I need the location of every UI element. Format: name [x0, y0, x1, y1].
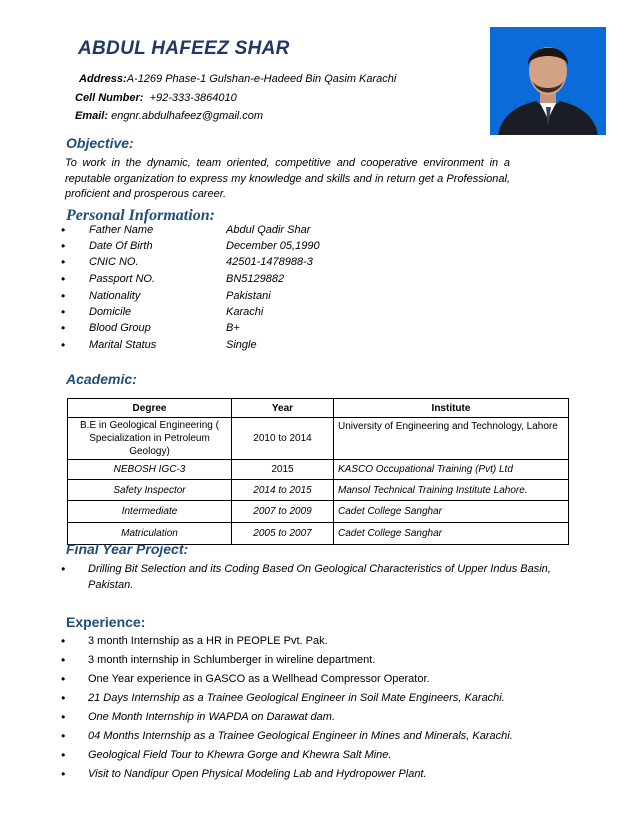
profile-photo-image [490, 27, 606, 135]
column-header-institute: Institute [334, 399, 569, 418]
institute-cell: Mansol Technical Training Institute Lahore. [334, 480, 569, 501]
experience-item: • 3 month internship in Schlumberger in wireline department. [61, 653, 571, 668]
personal-label: Passport NO. [89, 273, 156, 285]
personal-label: Marital Status [89, 339, 157, 351]
experience-heading: Experience: [66, 614, 146, 630]
table-header-row [68, 399, 569, 418]
objective-text: To work in the dynamic, team oriented, competitive and cooperative environment in a reputable organization to express my knowledge and skills and in return get a Professional, proficient and prosperous career. [65, 157, 510, 200]
column-header-degree: Degree [68, 399, 232, 418]
table-row [68, 460, 569, 480]
year-cell: 2007 to 2009 [232, 501, 334, 523]
degree-cell: B.E in Geological Engineering ( Specialization in Petroleum Geology) [68, 418, 232, 460]
personal-value: Karachi [226, 306, 264, 318]
personal-label: Blood Group [89, 322, 151, 334]
personal-label: Date Of Birth [89, 240, 153, 252]
personal-value: Pakistani [226, 290, 271, 302]
experience-list [61, 634, 571, 782]
institute-cell: KASCO Occupational Training (Pvt) Ltd [334, 460, 569, 480]
degree-cell: Safety Inspector [68, 480, 232, 501]
objective-heading: Objective: [66, 135, 134, 151]
institute-cell: Cadet College Sanghar [334, 523, 569, 545]
table-row [68, 501, 569, 523]
experience-item: • 21 Days Internship as a Trainee Geological Engineer in Soil Mate Engineers, Karachi. [61, 691, 571, 706]
personal-label: Domicile [89, 306, 132, 318]
degree-cell: Matriculation [68, 523, 232, 545]
experience-item: • One Year experience in GASCO as a Wellhead Compressor Operator. [61, 672, 571, 687]
cell-value: +92-333-3864010 [149, 92, 237, 104]
address-label: Address: [79, 73, 127, 85]
year-cell: 2005 to 2007 [232, 523, 334, 545]
cell-line [75, 92, 237, 104]
personal-value: December 05,1990 [226, 240, 320, 252]
academic-heading: Academic: [66, 371, 137, 387]
table-row [68, 418, 569, 460]
project-item: • Drilling Bit Selection and its Coding Based On Geological Characteristics of Upper Indus Basin, Pakistan. [61, 561, 571, 593]
personal-value: B+ [226, 322, 240, 334]
project-list [61, 561, 571, 593]
email-value: engnr.abdulhafeez@gmail.com [111, 110, 264, 122]
degree-cell: Intermediate [68, 501, 232, 523]
personal-label: CNIC NO. [89, 256, 139, 268]
personal-value: BN5129882 [226, 273, 285, 285]
experience-item: • One Month Internship in WAPDA on Darawat dam. [61, 710, 571, 725]
year-cell: 2015 [232, 460, 334, 480]
personal-value: Abdul Qadir Shar [226, 224, 311, 236]
candidate-name: ABDUL HAFEEZ SHAR [78, 38, 290, 59]
personal-value: 42501-1478988-3 [226, 256, 313, 268]
degree-cell: NEBOSH IGC-3 [68, 460, 232, 480]
address-line [79, 73, 396, 85]
year-cell: 2010 to 2014 [232, 418, 334, 460]
table-row [68, 480, 569, 501]
personal-label: Nationality [89, 290, 141, 302]
cell-label: Cell Number: [75, 92, 144, 104]
profile-photo [490, 27, 606, 135]
column-header-year: Year [232, 399, 334, 418]
institute-cell: Cadet College Sanghar [334, 501, 569, 523]
personal-value: Single [226, 339, 257, 351]
email-label: Email: [75, 110, 109, 122]
experience-item: • 3 month Internship as a HR in PEOPLE Pvt. Pak. [61, 634, 571, 649]
experience-item: • 04 Months Internship as a Trainee Geological Engineer in Mines and Minerals, Karachi. [61, 729, 571, 744]
institute-cell: University of Engineering and Technology, Lahore [334, 418, 569, 460]
address-value: A-1269 Phase-1 Gulshan-e-Hadeed Bin Qasim Karachi [126, 73, 397, 85]
final-year-project-heading: Final Year Project: [66, 541, 189, 557]
personal-label: Father Name [89, 224, 154, 236]
year-cell: 2014 to 2015 [232, 480, 334, 501]
experience-item: • Visit to Nandipur Open Physical Modeling Lab and Hydropower Plant. [61, 767, 571, 782]
email-line [75, 110, 263, 122]
academic-table [67, 398, 569, 545]
personal-info-heading: Personal Information: [66, 207, 215, 224]
experience-item: • Geological Field Tour to Khewra Gorge and Khewra Salt Mine. [61, 748, 571, 763]
